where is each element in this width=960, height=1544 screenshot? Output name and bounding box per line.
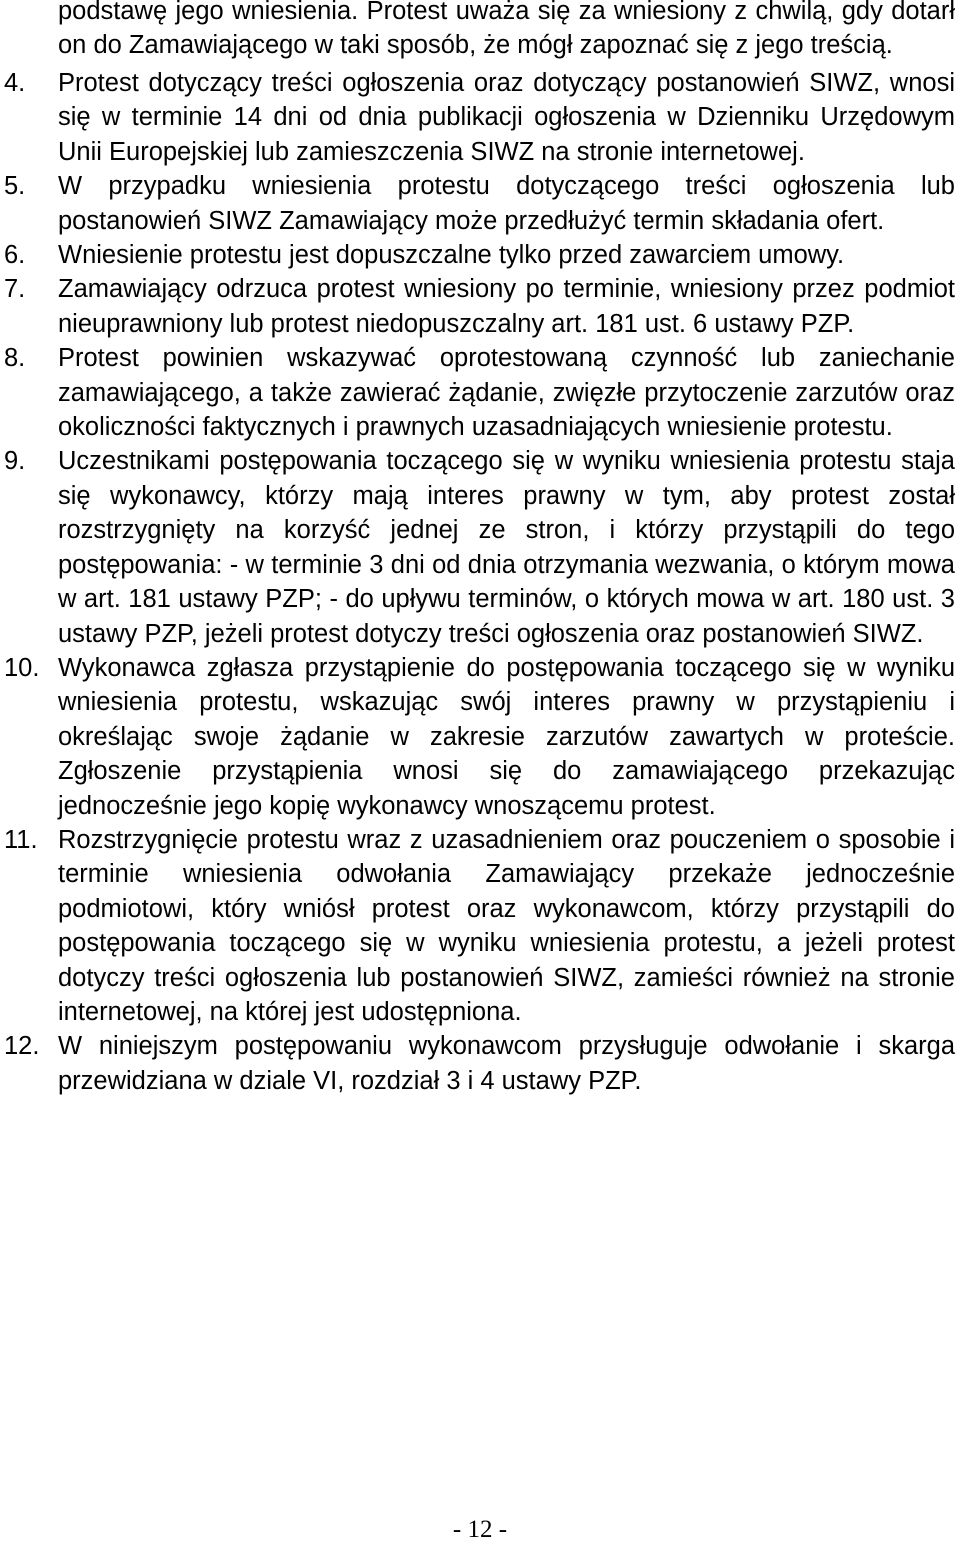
- list-item-text: Wykonawca zgłasza przystąpienie do postępowania toczącego się w wyniku wniesienia protestu, wskazując swój interes prawny w przystąpieniu i określając swoje żądanie w zakresie zarzutów zawartych w proteście. Zgłoszenie przystąpienia wnosi się do zamawiającego przekazując jednocześnie jego kopię wykonawcy wnoszącemu protest.: [58, 653, 955, 820]
- intro-paragraph: podstawę jego wniesienia. Protest uważa się za wniesiony z chwilą, gdy dotarł on do Zamawiającego w taki sposób, że mógł zapoznać się z jego treścią.: [58, 0, 955, 60]
- list-item-text: Protest dotyczący treści ogłoszenia oraz dotyczący postanowień SIWZ, wnosi się w terminie 14 dni od dnia publikacji ogłoszenia w Dzienniku Urzędowym Unii Europejskiej lub zamieszczenia SIWZ na stronie internetowej.: [58, 69, 955, 166]
- protest-rules-list: [0, 66, 960, 1098]
- list-item-text: Uczestnikami postępowania toczącego się w wyniku wniesienia protestu staja się wykonawcy, którzy mają interes prawny w tym, aby protest został rozstrzygnięty na korzyść jednej ze stron, i którzy przystąpili do tego postępowania: - w terminie 3 dni od dnia otrzymania wezwania, o którym mowa w art. 181 ustawy PZP; - do upływu terminów, o których mowa w art. 180 ust. 3 ustawy PZP, jeżeli protest dotyczy treści ogłoszenia oraz postanowień SIWZ.: [58, 447, 955, 648]
- page-number: - 12 -: [452, 1516, 508, 1543]
- list-item-8: [0, 341, 955, 444]
- list-item-7: [0, 272, 955, 341]
- list-item-11: [0, 823, 955, 1029]
- list-number: 4.: [4, 69, 26, 97]
- list-item-4: [0, 66, 955, 169]
- list-number: 8.: [4, 344, 26, 373]
- list-number: 12.: [4, 1032, 40, 1061]
- list-item-text: Protest powinien wskazywać oprotestowaną czynność lub zaniechanie zamawiającego, a także zawierać żądanie, zwięzłe przytoczenie zarzutów oraz okoliczności faktycznych i prawnych uzasadniających wniesienie protestu.: [58, 344, 955, 442]
- list-item-text: W niniejszym postępowaniu wykonawcom przysługuje odwołanie i skarga przewidziana w dziale VI, rozdział 3 i 4 ustawy PZP.: [58, 1032, 955, 1095]
- list-item-text: Wniesienie protestu jest dopuszczalne tylko przed zawarciem umowy.: [58, 241, 845, 270]
- list-item-6: [0, 238, 955, 272]
- list-item-text: W przypadku wniesienia protestu dotyczącego treści ogłoszenia lub postanowień SIWZ Zamawiający może przedłużyć termin składania ofert.: [58, 172, 955, 235]
- list-item-text: Rozstrzygnięcie protestu wraz z uzasadnieniem oraz pouczeniem o sposobie i terminie wniesienia odwołania Zamawiający przekaże jednocześnie podmiotowi, który wniósł protest oraz wykonawcom, którzy przystąpili do postępowania toczącego się w wyniku wniesienia protestu, a jeżeli protest dotyczy treści ogłoszenia lub postanowień SIWZ, zamieści również na stronie internetowej, na której jest udostępniona.: [58, 825, 955, 1026]
- list-number: 7.: [4, 275, 26, 304]
- list-number: 10.: [4, 653, 40, 682]
- list-number: 5.: [4, 172, 26, 201]
- list-item-10: [0, 651, 955, 823]
- list-item-9: [0, 444, 955, 650]
- list-item-12: [0, 1029, 955, 1098]
- list-item-5: [0, 169, 955, 238]
- list-number: 9.: [4, 447, 26, 476]
- list-number: 11.: [4, 825, 38, 854]
- list-number: 6.: [4, 241, 26, 270]
- list-item-text: Zamawiający odrzuca protest wniesiony po terminie, wniesiony przez podmiot nieuprawniony lub protest niedopuszczalny art. 181 ust. 6 ustawy PZP.: [58, 275, 955, 338]
